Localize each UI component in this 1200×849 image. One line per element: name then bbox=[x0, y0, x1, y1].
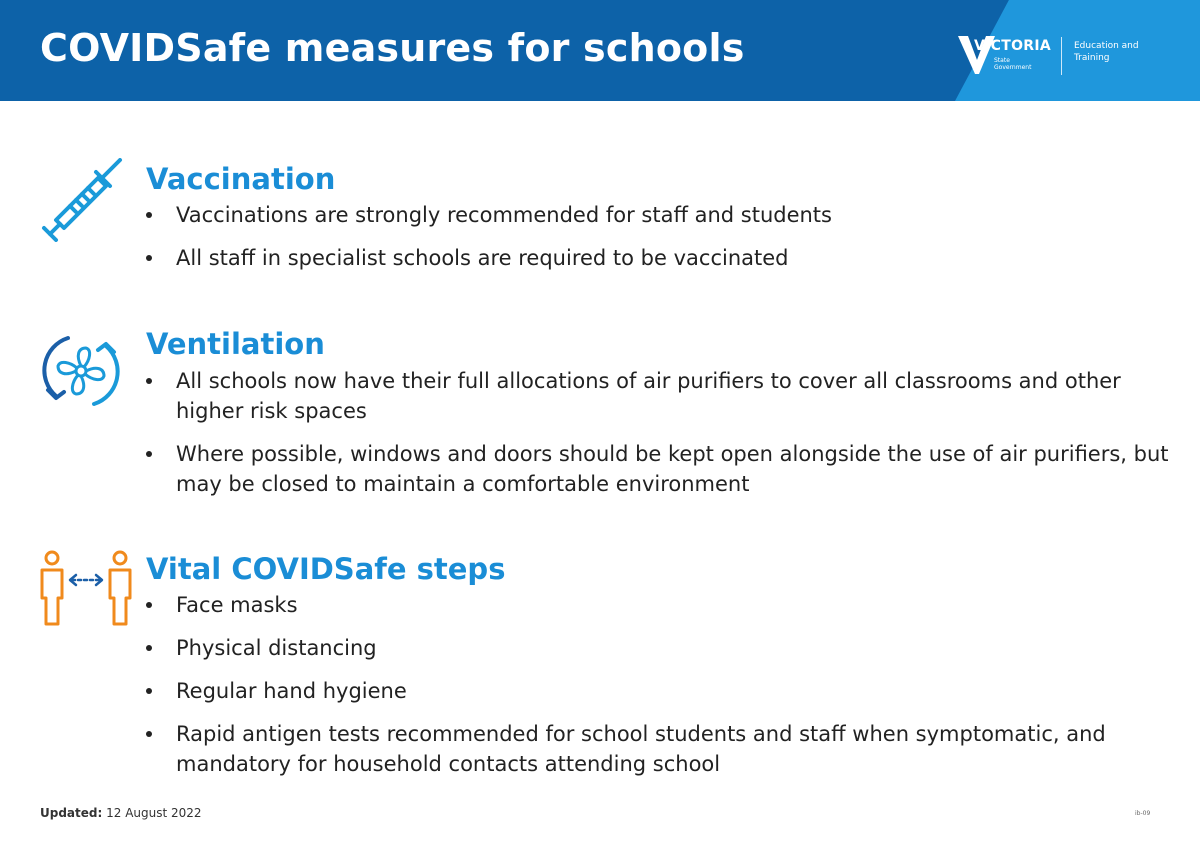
list-item: Face masks bbox=[146, 590, 1186, 620]
page-title: COVIDSafe measures for schools bbox=[40, 26, 745, 70]
updated-date: 12 August 2022 bbox=[106, 806, 202, 820]
logo-divider bbox=[1061, 37, 1062, 75]
physical-distancing-icon bbox=[40, 550, 132, 628]
list-item: Rapid antigen tests recommended for school students and staff when symptomatic, and mandatory for household contacts attending school bbox=[146, 719, 1186, 779]
updated-label: Updated: bbox=[40, 806, 103, 820]
logo-department: Education and Training bbox=[1074, 41, 1139, 63]
section-heading-ventilation: Ventilation bbox=[146, 327, 325, 361]
section-heading-vaccination: Vaccination bbox=[146, 162, 336, 196]
footer-code: ib-09 bbox=[1135, 810, 1151, 817]
syringe-icon bbox=[40, 158, 124, 242]
victoria-government-logo bbox=[957, 34, 1197, 84]
logo-subtitle: State Government bbox=[994, 57, 1032, 71]
ventilation-bullet-list bbox=[146, 366, 1186, 512]
list-item: Physical distancing bbox=[146, 633, 1186, 663]
vaccination-bullet-list bbox=[146, 200, 1146, 286]
list-item: All staff in specialist schools are required to be vaccinated bbox=[146, 243, 1146, 273]
vital-steps-bullet-list bbox=[146, 590, 1186, 792]
page-header bbox=[0, 0, 1200, 101]
footer-updated bbox=[40, 806, 202, 820]
section-vaccination bbox=[0, 158, 1200, 278]
section-vital-covidsafe-steps bbox=[0, 548, 1200, 788]
list-item: All schools now have their full allocations of air purifiers to cover all classrooms and other higher risk spaces bbox=[146, 366, 1186, 426]
logo-wordmark: VICTORIA bbox=[974, 38, 1051, 54]
list-item: Where possible, windows and doors should be kept open alongside the use of air purifiers, but may be closed to maintain a comfortable environment bbox=[146, 439, 1186, 499]
list-item: Vaccinations are strongly recommended for staff and students bbox=[146, 200, 1146, 230]
section-ventilation bbox=[0, 323, 1200, 503]
ventilation-fan-icon bbox=[38, 328, 124, 414]
list-item: Regular hand hygiene bbox=[146, 676, 1186, 706]
section-heading-vital-steps: Vital COVIDSafe steps bbox=[146, 552, 506, 586]
